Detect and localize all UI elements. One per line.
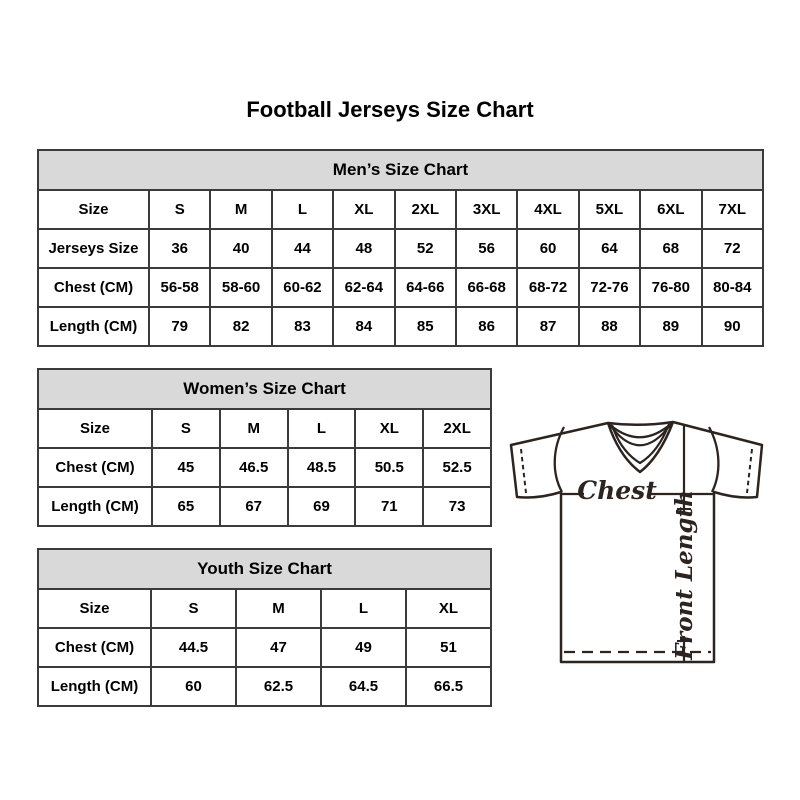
value-cell: 65 bbox=[152, 487, 220, 526]
value-cell: 80-84 bbox=[702, 268, 763, 307]
value-cell: 45 bbox=[152, 448, 220, 487]
value-cell: 5XL bbox=[579, 190, 640, 229]
table-row bbox=[38, 448, 491, 487]
value-cell: 60-62 bbox=[272, 268, 333, 307]
value-cell: 79 bbox=[149, 307, 210, 346]
value-cell: 62-64 bbox=[333, 268, 394, 307]
value-cell: XL bbox=[355, 409, 423, 448]
value-cell: 87 bbox=[517, 307, 578, 346]
value-cell: 66-68 bbox=[456, 268, 517, 307]
table-row bbox=[38, 190, 763, 229]
youth-size-table bbox=[37, 548, 492, 707]
value-cell: 67 bbox=[220, 487, 288, 526]
value-cell: 76-80 bbox=[640, 268, 701, 307]
value-cell: 3XL bbox=[456, 190, 517, 229]
value-cell: 89 bbox=[640, 307, 701, 346]
row-label-cell: Size bbox=[38, 190, 149, 229]
value-cell: 73 bbox=[423, 487, 491, 526]
table-row bbox=[38, 589, 491, 628]
value-cell: 60 bbox=[151, 667, 236, 706]
value-cell: S bbox=[149, 190, 210, 229]
jersey-measurement-diagram bbox=[495, 403, 780, 683]
value-cell: 44 bbox=[272, 229, 333, 268]
womens-size-table bbox=[37, 368, 492, 527]
value-cell: 48.5 bbox=[288, 448, 356, 487]
value-cell: 69 bbox=[288, 487, 356, 526]
table-row bbox=[38, 409, 491, 448]
value-cell: 49 bbox=[321, 628, 406, 667]
jersey-outline bbox=[511, 422, 762, 662]
row-label-cell: Length (CM) bbox=[38, 307, 149, 346]
chest-label: Chest bbox=[577, 476, 657, 505]
value-cell: 6XL bbox=[640, 190, 701, 229]
value-cell: S bbox=[152, 409, 220, 448]
value-cell: 82 bbox=[210, 307, 271, 346]
row-label-cell: Chest (CM) bbox=[38, 268, 149, 307]
value-cell: 2XL bbox=[395, 190, 456, 229]
value-cell: 56 bbox=[456, 229, 517, 268]
row-label-cell: Chest (CM) bbox=[38, 628, 151, 667]
youth-table-title: Youth Size Chart bbox=[38, 549, 491, 589]
value-cell: 68-72 bbox=[517, 268, 578, 307]
table-row bbox=[38, 667, 491, 706]
value-cell: S bbox=[151, 589, 236, 628]
value-cell: 88 bbox=[579, 307, 640, 346]
value-cell: 36 bbox=[149, 229, 210, 268]
value-cell: 4XL bbox=[517, 190, 578, 229]
value-cell: M bbox=[220, 409, 288, 448]
row-label-cell: Length (CM) bbox=[38, 487, 152, 526]
table-row bbox=[38, 268, 763, 307]
value-cell: XL bbox=[406, 589, 491, 628]
value-cell: 52.5 bbox=[423, 448, 491, 487]
value-cell: 44.5 bbox=[151, 628, 236, 667]
value-cell: 86 bbox=[456, 307, 517, 346]
value-cell: 72-76 bbox=[579, 268, 640, 307]
value-cell: 72 bbox=[702, 229, 763, 268]
value-cell: 83 bbox=[272, 307, 333, 346]
value-cell: 52 bbox=[395, 229, 456, 268]
row-label-cell: Chest (CM) bbox=[38, 448, 152, 487]
page-title: Football Jerseys Size Chart bbox=[246, 97, 534, 122]
mens-size-table bbox=[37, 149, 764, 347]
value-cell: 62.5 bbox=[236, 667, 321, 706]
value-cell: M bbox=[236, 589, 321, 628]
value-cell: 51 bbox=[406, 628, 491, 667]
value-cell: 84 bbox=[333, 307, 394, 346]
value-cell: L bbox=[272, 190, 333, 229]
table-row bbox=[38, 307, 763, 346]
value-cell: 50.5 bbox=[355, 448, 423, 487]
value-cell: 48 bbox=[333, 229, 394, 268]
row-label-cell: Length (CM) bbox=[38, 667, 151, 706]
value-cell: 66.5 bbox=[406, 667, 491, 706]
value-cell: 64.5 bbox=[321, 667, 406, 706]
value-cell: 64-66 bbox=[395, 268, 456, 307]
table-row bbox=[38, 229, 763, 268]
value-cell: 60 bbox=[517, 229, 578, 268]
value-cell: L bbox=[321, 589, 406, 628]
value-cell: L bbox=[288, 409, 356, 448]
front-length-label: Front Length bbox=[671, 490, 698, 660]
value-cell: 47 bbox=[236, 628, 321, 667]
value-cell: 7XL bbox=[702, 190, 763, 229]
table-row bbox=[38, 628, 491, 667]
mens-table-title: Men’s Size Chart bbox=[38, 150, 763, 190]
value-cell: 85 bbox=[395, 307, 456, 346]
value-cell: 64 bbox=[579, 229, 640, 268]
value-cell: 56-58 bbox=[149, 268, 210, 307]
value-cell: 71 bbox=[355, 487, 423, 526]
table-row bbox=[38, 487, 491, 526]
value-cell: 58-60 bbox=[210, 268, 271, 307]
row-label-cell: Size bbox=[38, 589, 151, 628]
value-cell: M bbox=[210, 190, 271, 229]
value-cell: 40 bbox=[210, 229, 271, 268]
row-label-cell: Size bbox=[38, 409, 152, 448]
value-cell: 90 bbox=[702, 307, 763, 346]
womens-table-title: Women’s Size Chart bbox=[38, 369, 491, 409]
value-cell: 46.5 bbox=[220, 448, 288, 487]
value-cell: 68 bbox=[640, 229, 701, 268]
value-cell: 2XL bbox=[423, 409, 491, 448]
row-label-cell: Jerseys Size bbox=[38, 229, 149, 268]
value-cell: XL bbox=[333, 190, 394, 229]
